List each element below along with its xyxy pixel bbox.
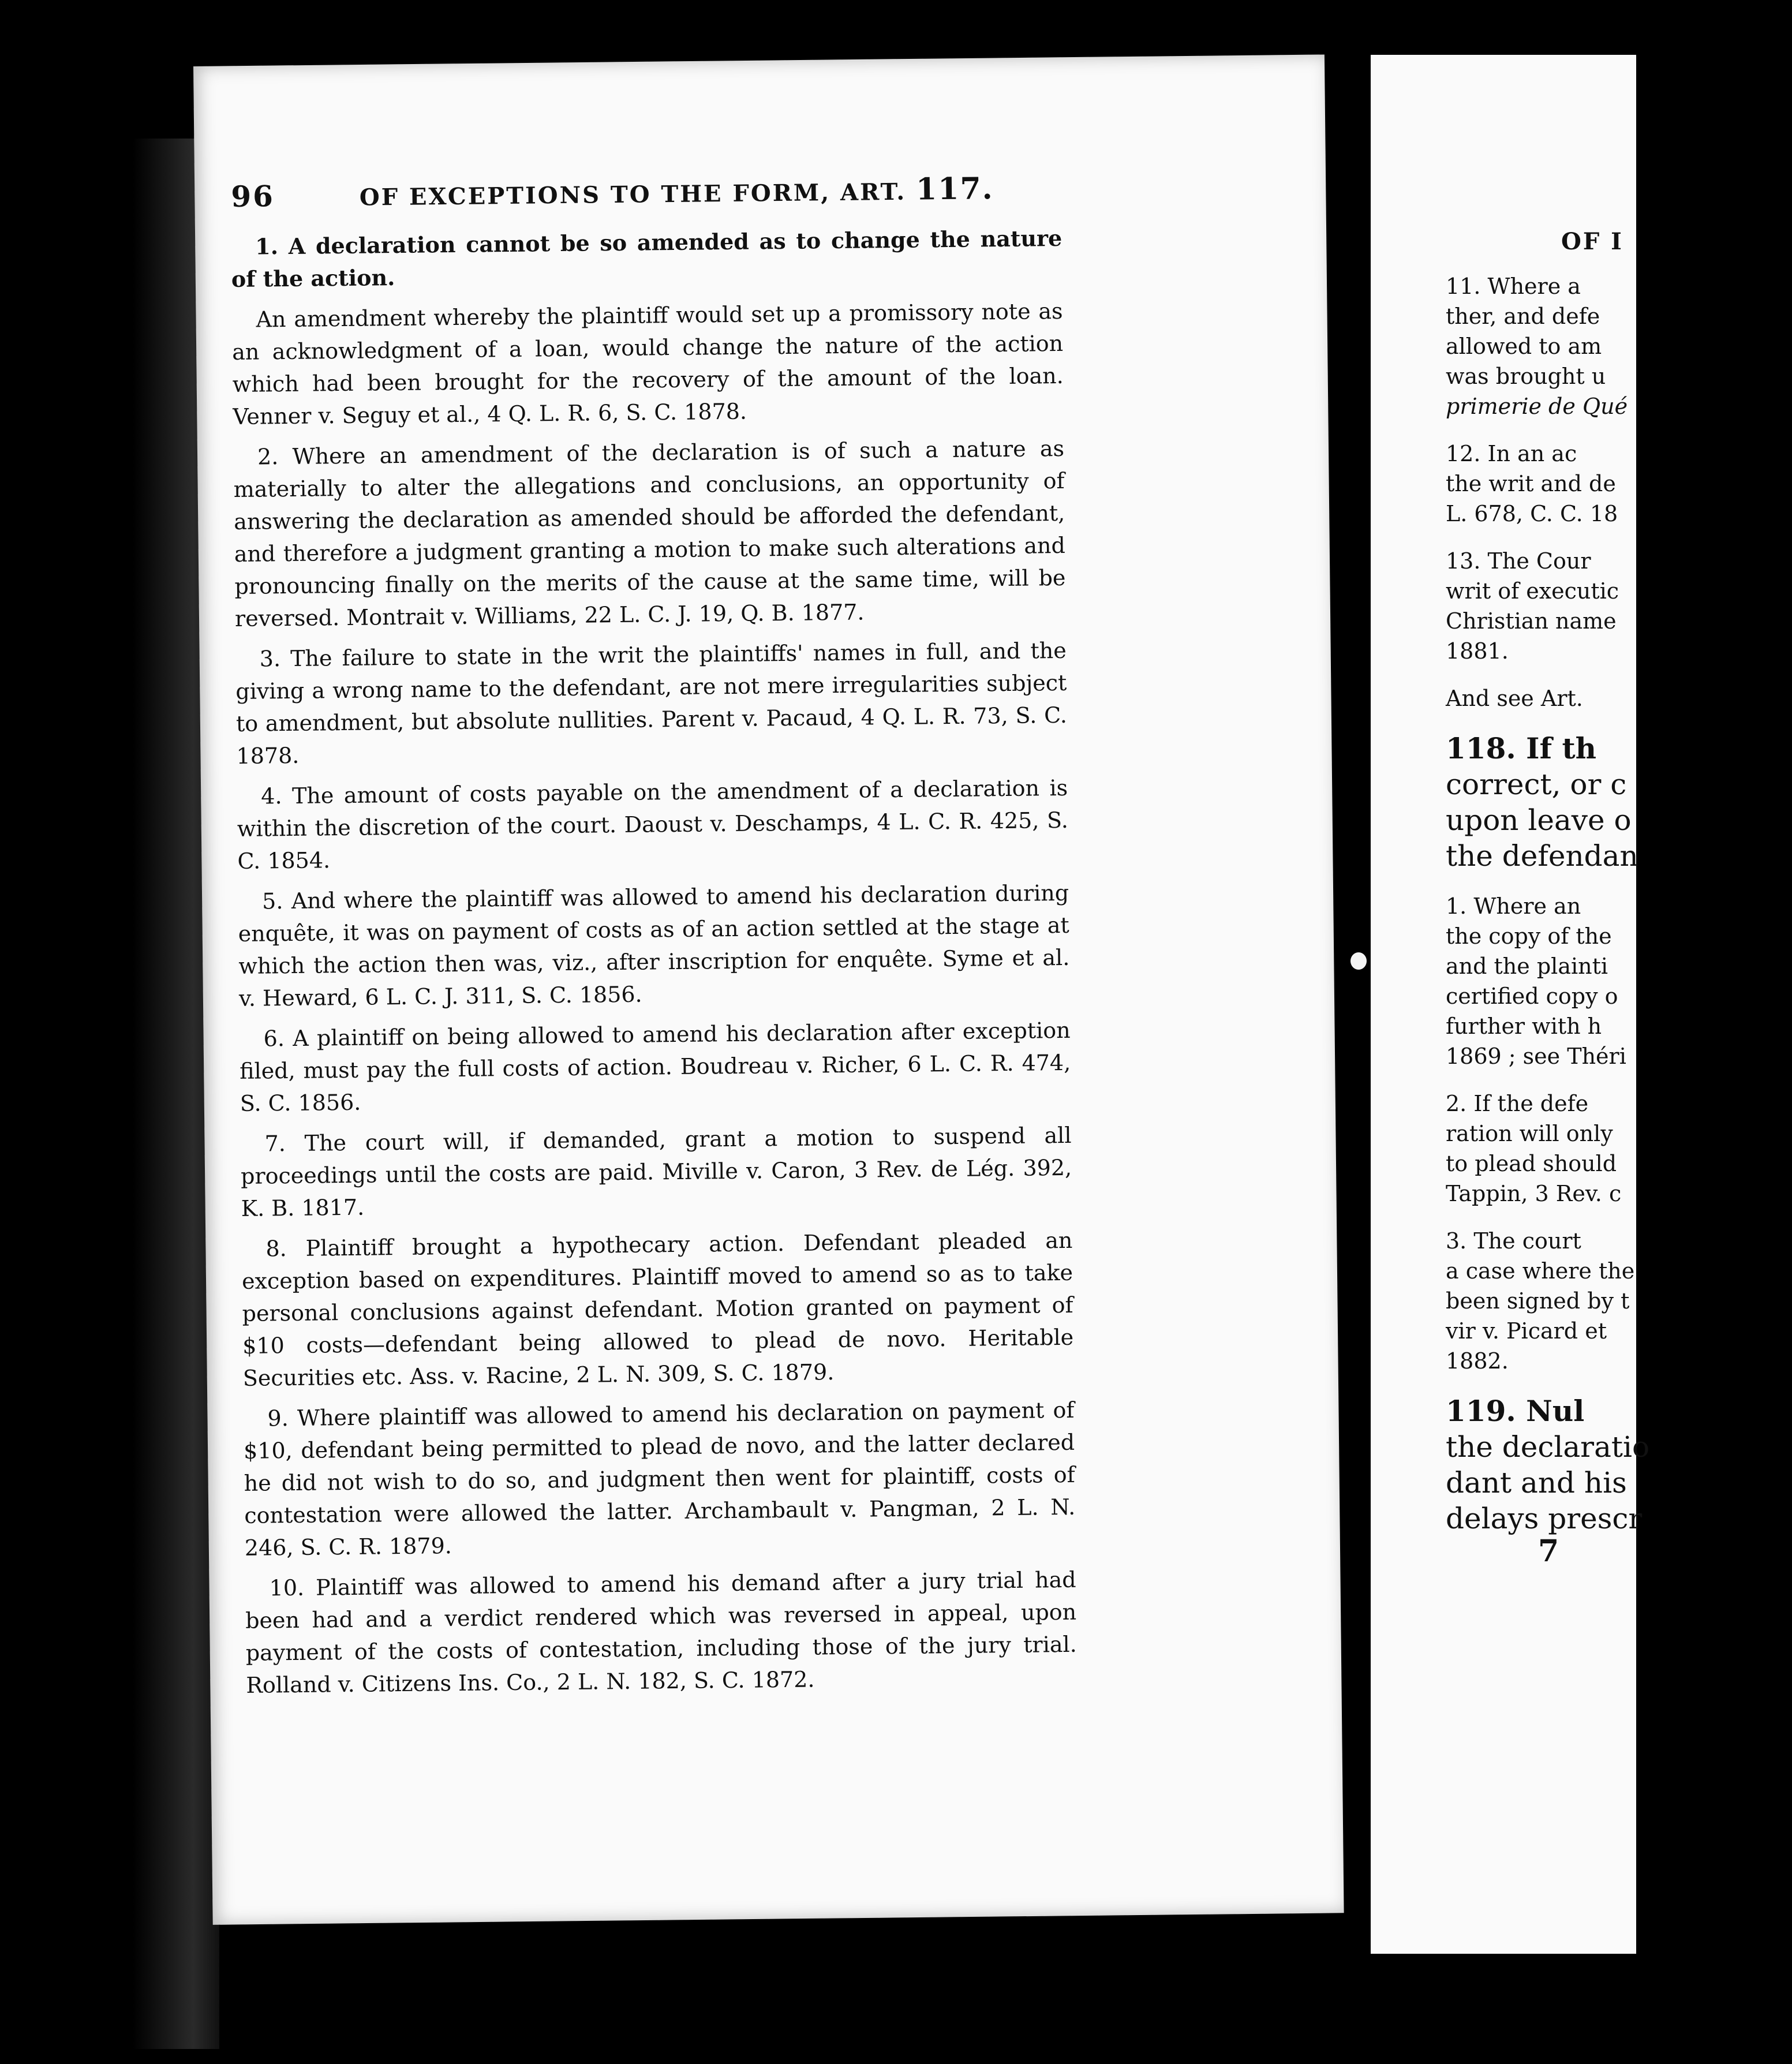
right-line: vir v. Picard et bbox=[1446, 1318, 1607, 1344]
right-line: was brought u bbox=[1446, 364, 1606, 389]
article-number: 117. bbox=[915, 171, 994, 207]
spacer bbox=[1446, 666, 1792, 683]
paragraph-5: 5. And where the plaintiff was allowed to amend his declaration during enquête, it was on payment of costs as of an action settled at the stage at which the action then was, viz., after inscription for enquête. Syme et al. v. Heward, 6 L. C. J. 311, S. C. 1856. bbox=[238, 880, 1070, 1011]
right-line: 13. The Cour bbox=[1446, 548, 1591, 574]
right-line: Christian name bbox=[1446, 608, 1617, 634]
right-line: been signed by t bbox=[1446, 1288, 1630, 1314]
right-line: certified copy o bbox=[1446, 984, 1618, 1009]
right-line: allowed to am bbox=[1446, 334, 1602, 359]
running-head: OF EXCEPTIONS TO THE FORM, ART. bbox=[359, 178, 907, 211]
left-page-body bbox=[231, 222, 1078, 1710]
right-line: dant and his bbox=[1446, 1466, 1627, 1500]
spacer bbox=[1446, 529, 1792, 546]
spacer bbox=[1446, 1071, 1792, 1089]
right-line: 1881. bbox=[1446, 638, 1509, 664]
article-119-line: 119. Nul bbox=[1446, 1394, 1585, 1428]
right-line: 1869 ; see Théri bbox=[1446, 1044, 1626, 1069]
right-line: correct, or c bbox=[1446, 768, 1627, 801]
right-line: the writ and de bbox=[1446, 471, 1616, 496]
spacer bbox=[1446, 874, 1792, 891]
right-line: a case where the bbox=[1446, 1258, 1635, 1284]
right-line: writ of executic bbox=[1446, 578, 1619, 604]
spacer bbox=[1446, 713, 1792, 731]
paragraph-7: 7. The court will, if demanded, grant a motion to suspend all proceedings until the costs are paid. Miville v. Caron, 3 Rev. de Lég. 392, K. B. 1817. bbox=[240, 1122, 1072, 1221]
right-line: the copy of the bbox=[1446, 923, 1612, 949]
right-line: ration will only bbox=[1446, 1121, 1613, 1146]
page-number: 96 bbox=[231, 179, 275, 214]
right-page-column bbox=[1446, 271, 1792, 1569]
paragraph-3: 3. The failure to state in the writ the plaintiffs' names in full, and the giving a wrong name to the defendant, are not mere irregularities subject to amendment, but absolute nullities. Parent v. Pacaud, 4 Q. L. R. 73, S. C. 1878. bbox=[235, 637, 1068, 769]
right-line: Tappin, 3 Rev. c bbox=[1446, 1181, 1622, 1206]
paragraph-10: 10. Plaintiff was allowed to amend his demand after a jury trial had been had and a verdict rendered which was reversed in appeal, upon payment of the costs of contestation, including those of the jury trial. Rolland v. Citizens Ins. Co., 2 L. N. 182, S. C. 1872. bbox=[245, 1566, 1077, 1698]
paragraph-2: 2. Where an amendment of the declaration is of such a nature as materially to alter the allegations and conclusions, an opportunity of answering the declaration as amended should be afforded the defendant, and therefore a judgment granting a motion to make such alterations and pronouncing finally on the merits of the cause at the same time, will be reversed. Montrait v. Williams, 22 L. C. J. 19, Q. B. 1877. bbox=[233, 435, 1066, 631]
right-line: upon leave o bbox=[1446, 803, 1632, 837]
right-line: 1. Where an bbox=[1446, 893, 1581, 919]
paper-blemish bbox=[1350, 952, 1367, 970]
spacer bbox=[1446, 1209, 1792, 1226]
paragraph-1: 1. A declaration cannot be so amended as to change the nature of the action. bbox=[231, 225, 1063, 292]
right-line: to plead should bbox=[1446, 1151, 1617, 1176]
spacer bbox=[1446, 421, 1792, 439]
right-line: ther, and defe bbox=[1446, 304, 1600, 329]
right-line: delays prescr bbox=[1446, 1502, 1643, 1535]
right-line: 1882. bbox=[1446, 1348, 1509, 1374]
right-line: 12. In an ac bbox=[1446, 441, 1577, 466]
right-line: the declaratio bbox=[1446, 1430, 1650, 1464]
right-line: primerie de Qué bbox=[1446, 394, 1628, 419]
right-running-head: OF I bbox=[1561, 228, 1623, 255]
right-line: L. 678, C. C. 18 bbox=[1446, 501, 1618, 526]
signature-mark: 7 bbox=[1538, 1534, 1559, 1569]
right-line: further with h bbox=[1446, 1014, 1602, 1039]
right-line: And see Art. bbox=[1446, 686, 1583, 711]
paragraph-8: 8. Plaintiff brought a hypothecary action. Defendant pleaded an exception based on expenditures. Plaintiff moved to amend so as to take personal conclusions against defendant. Motion granted on payment of $10 costs—defendant being allowed to plead de novo. Heritable Securities etc. Ass. v. Racine, 2 L. N. 309, S. C. 1879. bbox=[241, 1227, 1074, 1391]
paragraph-9: 9. Where plaintiff was allowed to amend his declaration on payment of $10, defendant being permitted to plead de novo, and the latter declared he did not wish to do so, and judgment then went for plaintiff, costs of contestation were allowed the latter. Archambault v. Pangman, 2 L. N. 246, S. C. R. 1879. bbox=[243, 1397, 1076, 1561]
spacer bbox=[1446, 1376, 1792, 1393]
right-line: 11. Where a bbox=[1446, 274, 1581, 299]
right-line: 3. The court bbox=[1446, 1228, 1581, 1254]
paragraph-6: 6. A plaintiff on being allowed to amend his declaration after exception filed, must pay the full costs of action. Boudreau v. Richer, 6 L. C. R. 474, S. C. 1856. bbox=[240, 1017, 1071, 1116]
right-line: the defendan bbox=[1446, 839, 1638, 873]
right-page bbox=[1371, 55, 1650, 1954]
right-line: 2. If the defe bbox=[1446, 1091, 1589, 1116]
right-line: and the plainti bbox=[1446, 954, 1608, 979]
paragraph-4: 4. The amount of costs payable on the amendment of a declaration is within the discretion of the court. Daoust v. Deschamps, 4 L. C. R. 425, S. C. 1854. bbox=[237, 775, 1069, 874]
article-118-line: 118. If th bbox=[1446, 731, 1596, 765]
paragraph-1-note: An amendment whereby the plaintiff would set up a promissory note as an acknowledgment of a loan, would change the nature of the action which had been brought for the recovery of the amount of the loan. Venner v. Seguy et al., 4 Q. L. R. 6, S. C. 1878. bbox=[231, 298, 1064, 429]
